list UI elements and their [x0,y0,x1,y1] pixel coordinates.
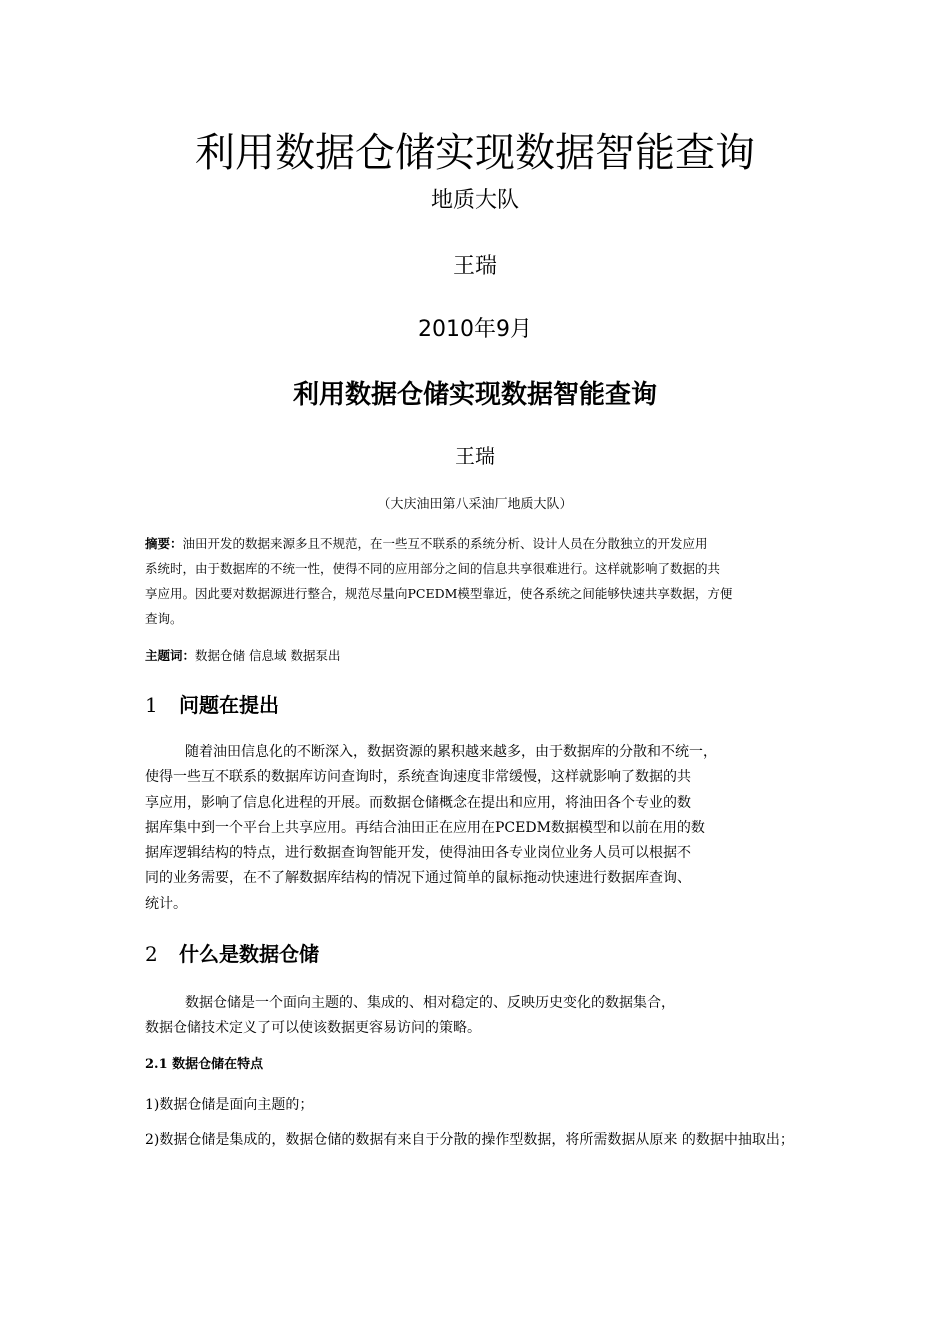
paper-title: 利用数据仓储实现数据智能查询 [292,380,657,410]
list-item [145,1093,810,1117]
section-1-heading [145,691,279,719]
subsection-title: 数据仓储在特点 [172,1057,264,1072]
paragraph-line: 统计。 [145,895,187,912]
abstract-line: 油田开发的数据来源多且不规范，在一些互不联系的系统分析、设计人员在分散独立的开发应用 [182,536,708,551]
section-2-paragraph [145,991,810,1041]
section-number: 1 [145,693,158,717]
section-2-heading [145,940,319,968]
paper-affiliation: （大庆油田第八采油厂地质大队） [377,497,573,512]
paragraph-line: 据库逻辑结构的特点，进行数据查询智能开发，使得油田各专业岗位业务人员可以根据不 [145,845,691,862]
paragraph-line: 数据仓储技术定义了可以使该数据更容易访问的策略。 [145,1020,481,1036]
cover-author: 王瑞 [452,254,497,279]
section-title: 什么是数据仓储 [179,942,319,966]
keywords [145,645,810,667]
subsection-number: 2.1 [145,1057,168,1072]
abstract-label: 摘要： [145,536,183,551]
list-item-text: 1)数据仓储是面向主题的； [145,1097,314,1113]
paragraph-line: 使得一些互不联系的数据库访问查询时，系统查询速度非常缓慢，这样就影响了数据的共 [145,769,691,786]
paragraph-line: 同的业务需要，在不了解数据库结构的情况下通过简单的鼠标拖动快速进行数据库查询、 [145,870,691,887]
keywords-text: 数据仓储 信息域 数据泵出 [195,648,341,663]
paragraph-line: 享应用，影响了信息化进程的开展。而数据仓储概念在提出和应用，将油田各个专业的数 [145,794,691,811]
abstract-line: 享应用。因此要对数据源进行整合，规范尽量向PCEDM模型靠近，使各系统之间能够快速共享数据，方便 [145,586,733,601]
paragraph-line: 数据仓储是一个面向主题的、集成的、相对稳定的、反映历史变化的数据集合， [185,995,675,1011]
section-number: 2 [145,942,158,966]
section-1-paragraph [145,740,810,917]
cover-organization: 地质大队 [430,188,519,213]
keywords-label: 主题词： [145,648,196,663]
list-item-text: 2)数据仓储是集成的，数据仓储的数据有来自于分散的操作型数据，将所需数据从原来 [145,1132,678,1148]
cover-date: 2010年9月 [418,317,532,342]
paragraph-line: 据库集中到一个平台上共享应用。再结合油田正在应用在PCEDM数据模型和以前在用的数 [145,819,705,836]
subsection-2-1-heading [145,1054,263,1076]
list-item [145,1128,810,1153]
cover-title: 利用数据仓储实现数据智能查询 [195,130,755,176]
list-item-text: 的数据中抽取出； [681,1132,794,1148]
abstract-line: 查询。 [145,611,183,626]
paragraph-line: 随着油田信息化的不断深入，数据资源的累积越来越多，由于数据库的分散和不统一， [185,744,717,760]
abstract [145,531,810,631]
abstract-line: 系统时，由于数据库的不统一性，使得不同的应用部分之间的信息共享很难进行。这样就影响了数据的共 [145,561,721,576]
section-title: 问题在提出 [179,693,279,717]
paper-author: 王瑞 [455,444,495,468]
